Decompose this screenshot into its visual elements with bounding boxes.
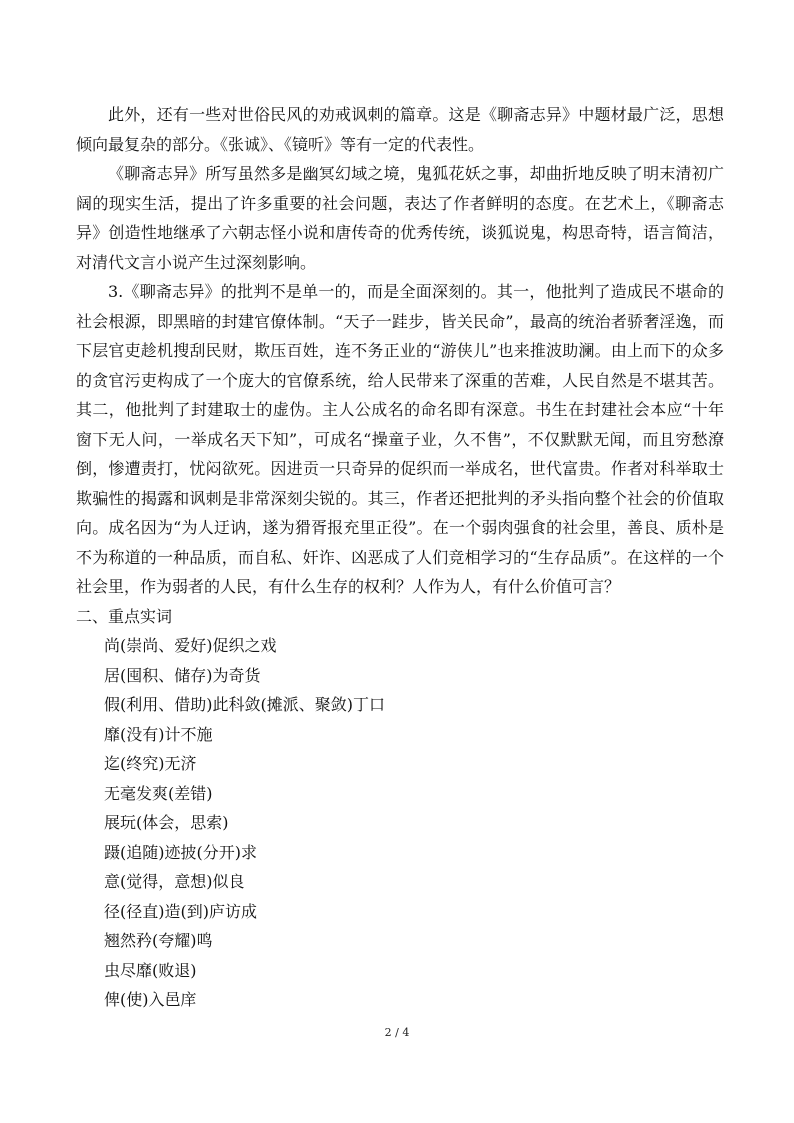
document-body bbox=[76, 100, 724, 1015]
vocab-item: 无毫发爽(差错) bbox=[104, 783, 213, 803]
vocab-item: 蹑(追随)迹披(分开)求 bbox=[104, 842, 257, 862]
paragraph-customs-satire: 此外，还有一些对世俗民风的劝戒讽刺的篇章。这是《聊斋志异》中题材最广泛，思想倾向最复杂的部分。《张诚》、《镜听》等有一定的代表性。 bbox=[76, 105, 724, 154]
section-heading-key-words: 二、重点实词 bbox=[76, 606, 173, 626]
vocab-item: 居(囤积、储存)为奇货 bbox=[104, 665, 261, 685]
vocab-item: 展玩(体会，思索) bbox=[104, 813, 229, 832]
vocab-item: 迄(终究)无济 bbox=[104, 754, 197, 773]
page-number: 2 / 4 bbox=[384, 1026, 410, 1039]
vocab-item: 靡(没有)计不施 bbox=[104, 724, 213, 744]
vocab-list bbox=[76, 631, 724, 1015]
vocab-item: 径(径直)造(到)庐访成 bbox=[104, 901, 257, 921]
vocab-item: 翘然矜(夸耀)鸣 bbox=[104, 931, 213, 950]
vocab-item: 俾(使)入邑庠 bbox=[104, 990, 197, 1009]
vocab-item: 意(觉得，意想)似良 bbox=[104, 872, 245, 891]
vocab-item: 虫尽靡(败退) bbox=[104, 960, 197, 980]
paragraph-artistic-value: 《聊斋志异》所写虽然多是幽冥幻域之境，鬼狐花妖之事，却曲折地反映了明末清初广阔的现实生活，提出了许多重要的社会问题，表达了作者鲜明的态度。在艺术上，《聊斋志异》创造性地继承了六朝志怪小说和唐传奇的优秀传统，谈狐说鬼，构思奇特，语言简洁，对清代文言小说产生过深刻影响。 bbox=[76, 164, 724, 272]
vocab-item: 尚(崇尚、爱好)促织之戏 bbox=[104, 636, 277, 655]
paragraph-critique: 3.《聊斋志异》的批判不是单一的，而是全面深刻的。其一，他批判了造成民不堪命的社会根源，即黑暗的封建官僚体制。“天子一跬步，皆关民命”，最高的统治者骄奢淫逸，而下层官吏趁机搜刮民财，欺压百姓，连不务正业的“游侠儿”也来推波助澜。由上而下的众多的贪官污吏构成了一个庞大的官僚系统，给人民带来了深重的苦难，人民自然是不堪其苦。其二，他批判了封建取士的虚伪。主人公成名的命名即有深意。书生在封建社会本应“十年窗下无人问，一举成名天下知”，可成名“操童子业，久不售”，不仅默默无闻，而且穷愁潦倒，惨遭责打，忧闷欲死。因进贡一只奇异的促织而一举成名，世代富贵。作者对科举取士欺骗性的揭露和讽刺是非常深刻尖锐的。其三，作者还把批判的矛头指向整个社会的价值取向。成名因为“为人迂讷，遂为猾胥报充里正役”。在一个弱肉强食的社会里，善良、质朴是不为称道的一种品质，而自私、奸诈、凶恶成了人们竞相学习的“生存品质”。在这样的一个社会里，作为弱者的人民，有什么生存的权利？人作为人，有什么价值可言？ bbox=[76, 282, 724, 596]
vocab-item: 假(利用、借助)此科敛(摊派、聚敛)丁口 bbox=[104, 695, 385, 714]
